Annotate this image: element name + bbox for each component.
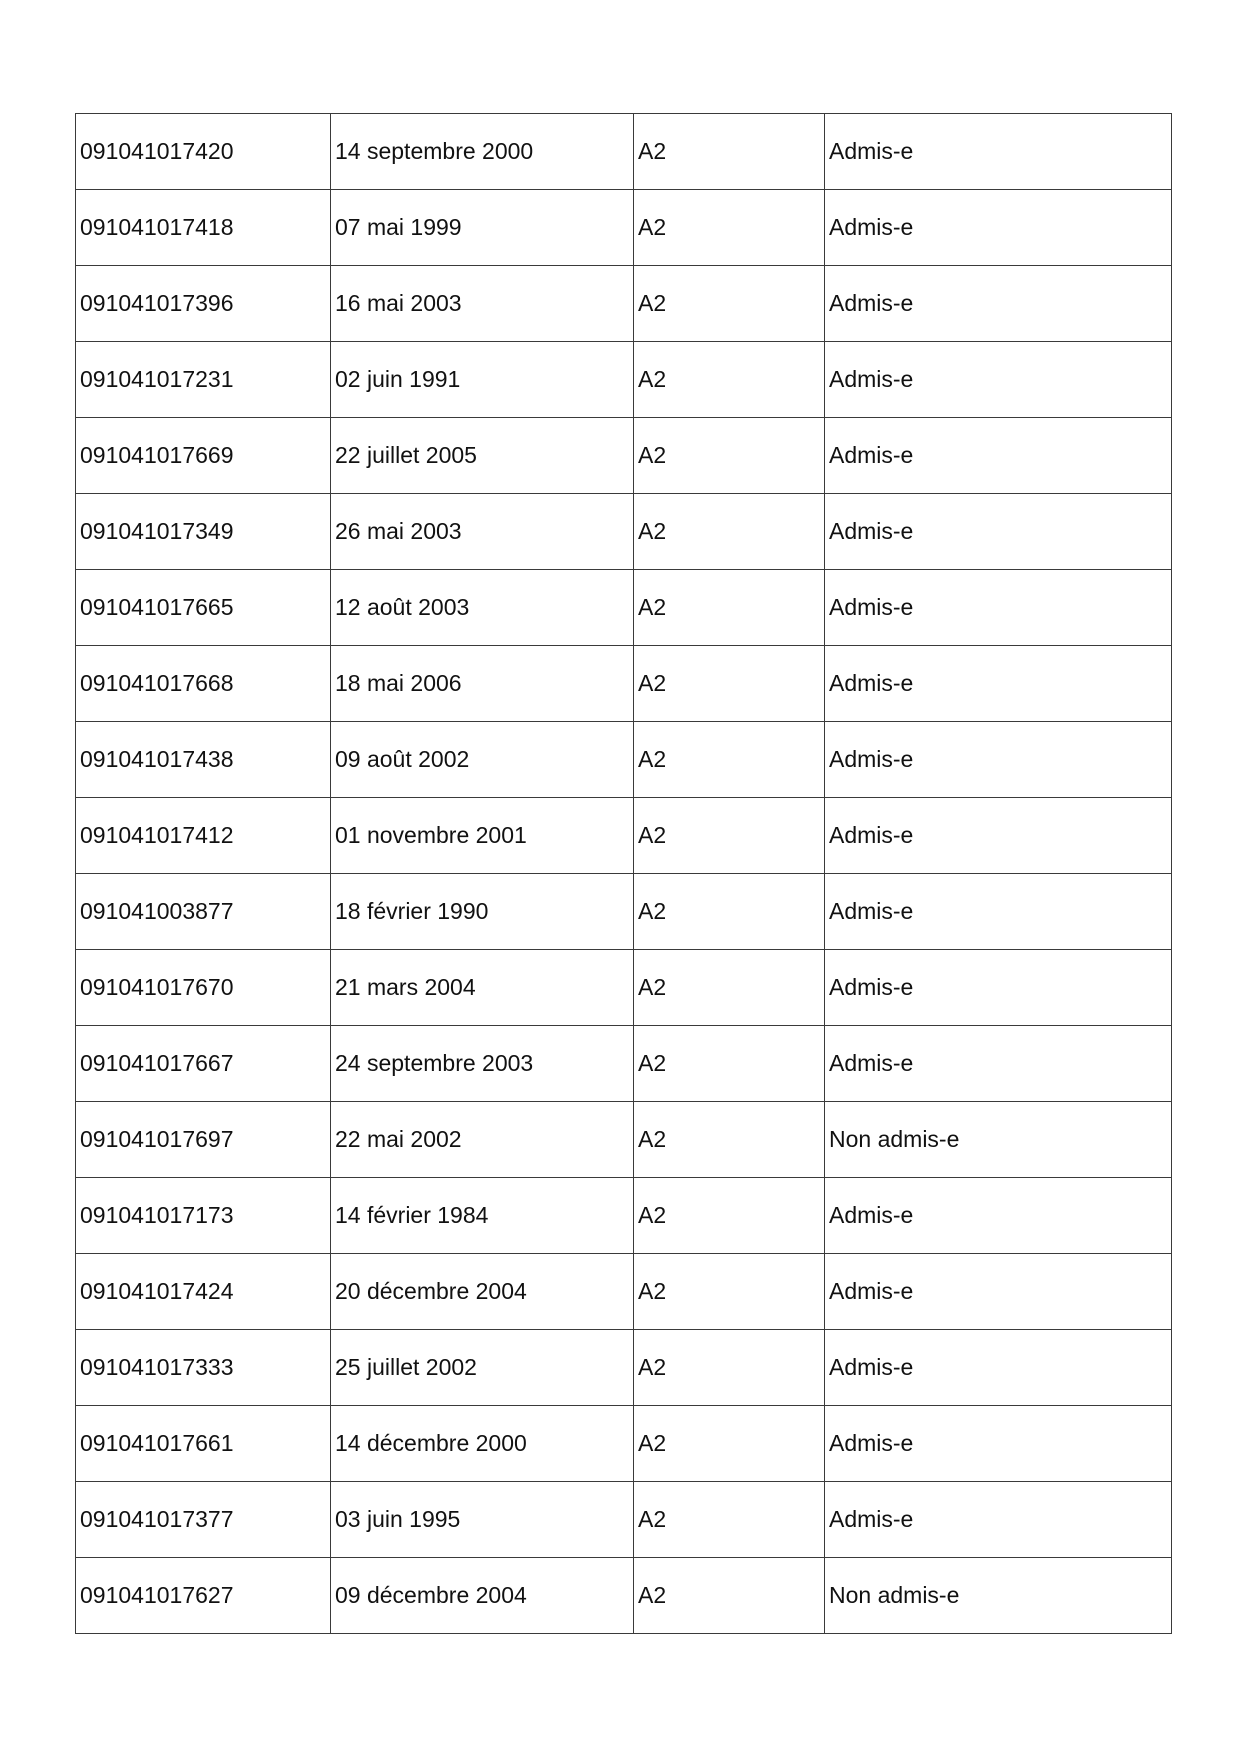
candidate-id-cell: 091041017665 xyxy=(76,570,331,646)
table-row xyxy=(76,570,1172,646)
table-row xyxy=(76,1482,1172,1558)
table-row xyxy=(76,266,1172,342)
birth-date-cell: 26 mai 2003 xyxy=(331,494,634,570)
result-cell: Admis-e xyxy=(825,1330,1172,1406)
level-cell: A2 xyxy=(634,1178,825,1254)
birth-date-cell: 02 juin 1991 xyxy=(331,342,634,418)
level-cell: A2 xyxy=(634,190,825,266)
result-cell: Non admis-e xyxy=(825,1102,1172,1178)
candidate-id-cell: 091041017669 xyxy=(76,418,331,494)
level-cell: A2 xyxy=(634,1406,825,1482)
level-cell: A2 xyxy=(634,798,825,874)
result-cell: Non admis-e xyxy=(825,1558,1172,1634)
candidate-id-cell: 091041017668 xyxy=(76,646,331,722)
candidate-id-cell: 091041017661 xyxy=(76,1406,331,1482)
result-cell: Admis-e xyxy=(825,418,1172,494)
level-cell: A2 xyxy=(634,1102,825,1178)
result-cell: Admis-e xyxy=(825,722,1172,798)
result-cell: Admis-e xyxy=(825,266,1172,342)
table-row xyxy=(76,1330,1172,1406)
table-row xyxy=(76,1254,1172,1330)
birth-date-cell: 22 mai 2002 xyxy=(331,1102,634,1178)
birth-date-cell: 09 décembre 2004 xyxy=(331,1558,634,1634)
candidate-id-cell: 091041017667 xyxy=(76,1026,331,1102)
level-cell: A2 xyxy=(634,342,825,418)
candidate-id-cell: 091041017173 xyxy=(76,1178,331,1254)
candidate-id-cell: 091041017438 xyxy=(76,722,331,798)
candidate-id-cell: 091041017412 xyxy=(76,798,331,874)
table-row xyxy=(76,190,1172,266)
result-cell: Admis-e xyxy=(825,950,1172,1026)
candidate-id-cell: 091041017697 xyxy=(76,1102,331,1178)
candidate-id-cell: 091041003877 xyxy=(76,874,331,950)
result-cell: Admis-e xyxy=(825,570,1172,646)
table-row xyxy=(76,1406,1172,1482)
table-row xyxy=(76,646,1172,722)
candidate-id-cell: 091041017670 xyxy=(76,950,331,1026)
result-cell: Admis-e xyxy=(825,190,1172,266)
result-cell: Admis-e xyxy=(825,1178,1172,1254)
table-row xyxy=(76,798,1172,874)
table-row xyxy=(76,114,1172,190)
candidate-id-cell: 091041017377 xyxy=(76,1482,331,1558)
candidate-id-cell: 091041017418 xyxy=(76,190,331,266)
birth-date-cell: 18 mai 2006 xyxy=(331,646,634,722)
result-cell: Admis-e xyxy=(825,1254,1172,1330)
level-cell: A2 xyxy=(634,874,825,950)
level-cell: A2 xyxy=(634,646,825,722)
level-cell: A2 xyxy=(634,1026,825,1102)
level-cell: A2 xyxy=(634,266,825,342)
table-row xyxy=(76,950,1172,1026)
level-cell: A2 xyxy=(634,570,825,646)
level-cell: A2 xyxy=(634,114,825,190)
result-cell: Admis-e xyxy=(825,114,1172,190)
candidate-id-cell: 091041017396 xyxy=(76,266,331,342)
birth-date-cell: 07 mai 1999 xyxy=(331,190,634,266)
birth-date-cell: 12 août 2003 xyxy=(331,570,634,646)
result-cell: Admis-e xyxy=(825,1482,1172,1558)
level-cell: A2 xyxy=(634,1558,825,1634)
table-row xyxy=(76,1178,1172,1254)
level-cell: A2 xyxy=(634,722,825,798)
birth-date-cell: 24 septembre 2003 xyxy=(331,1026,634,1102)
birth-date-cell: 01 novembre 2001 xyxy=(331,798,634,874)
birth-date-cell: 25 juillet 2002 xyxy=(331,1330,634,1406)
result-cell: Admis-e xyxy=(825,874,1172,950)
results-table xyxy=(75,113,1172,1634)
result-cell: Admis-e xyxy=(825,646,1172,722)
table-row xyxy=(76,1026,1172,1102)
level-cell: A2 xyxy=(634,418,825,494)
birth-date-cell: 14 février 1984 xyxy=(331,1178,634,1254)
result-cell: Admis-e xyxy=(825,1026,1172,1102)
level-cell: A2 xyxy=(634,950,825,1026)
candidate-id-cell: 091041017231 xyxy=(76,342,331,418)
table-row xyxy=(76,494,1172,570)
birth-date-cell: 14 septembre 2000 xyxy=(331,114,634,190)
table-row xyxy=(76,1558,1172,1634)
level-cell: A2 xyxy=(634,1482,825,1558)
result-cell: Admis-e xyxy=(825,798,1172,874)
candidate-id-cell: 091041017349 xyxy=(76,494,331,570)
table-row xyxy=(76,418,1172,494)
birth-date-cell: 22 juillet 2005 xyxy=(331,418,634,494)
candidate-id-cell: 091041017627 xyxy=(76,1558,331,1634)
result-cell: Admis-e xyxy=(825,342,1172,418)
table-row xyxy=(76,342,1172,418)
table-row xyxy=(76,1102,1172,1178)
result-cell: Admis-e xyxy=(825,1406,1172,1482)
level-cell: A2 xyxy=(634,494,825,570)
table-row xyxy=(76,874,1172,950)
result-cell: Admis-e xyxy=(825,494,1172,570)
level-cell: A2 xyxy=(634,1330,825,1406)
birth-date-cell: 20 décembre 2004 xyxy=(331,1254,634,1330)
candidate-id-cell: 091041017420 xyxy=(76,114,331,190)
birth-date-cell: 03 juin 1995 xyxy=(331,1482,634,1558)
birth-date-cell: 14 décembre 2000 xyxy=(331,1406,634,1482)
birth-date-cell: 16 mai 2003 xyxy=(331,266,634,342)
candidate-id-cell: 091041017333 xyxy=(76,1330,331,1406)
candidate-id-cell: 091041017424 xyxy=(76,1254,331,1330)
birth-date-cell: 09 août 2002 xyxy=(331,722,634,798)
level-cell: A2 xyxy=(634,1254,825,1330)
birth-date-cell: 18 février 1990 xyxy=(331,874,634,950)
birth-date-cell: 21 mars 2004 xyxy=(331,950,634,1026)
table-row xyxy=(76,722,1172,798)
